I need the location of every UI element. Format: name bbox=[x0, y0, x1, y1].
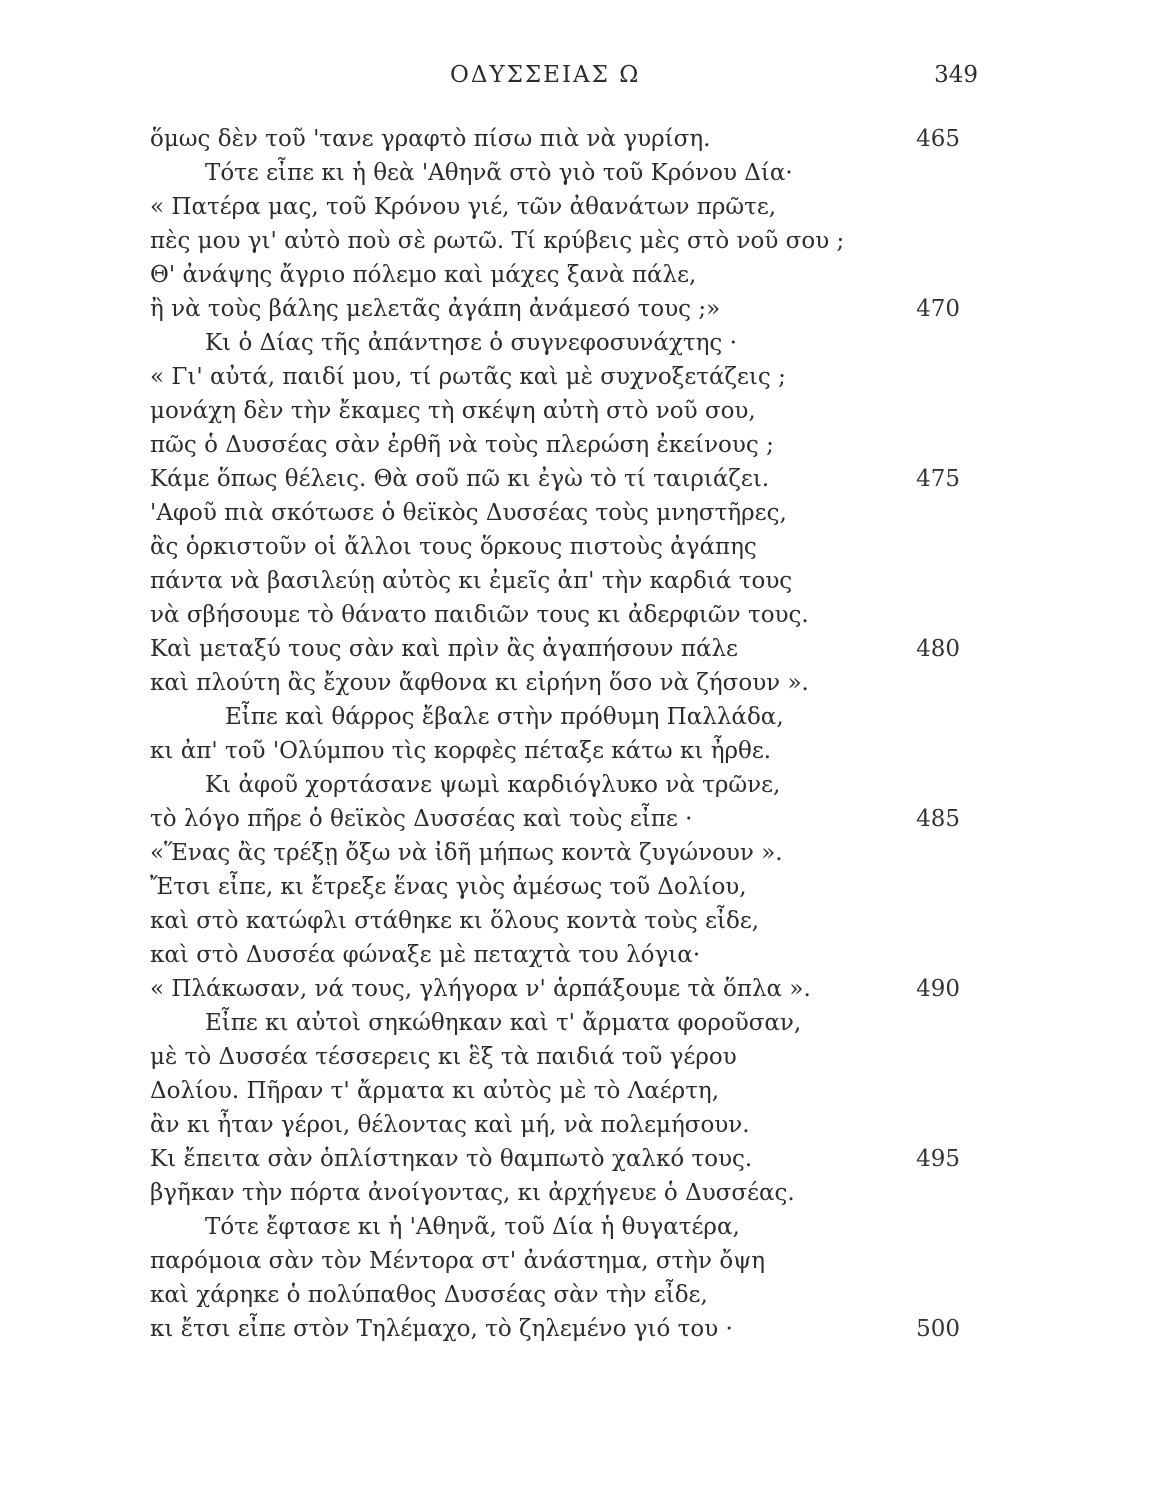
verse-text: Δολίου. Πῆραν τ' ἄρματα κι αὐτὸς μὲ τὸ Λαέρτη, bbox=[150, 1078, 720, 1104]
line-number: 475 bbox=[916, 466, 960, 492]
verse-line bbox=[150, 802, 960, 836]
verse-line bbox=[150, 870, 960, 904]
verse-text: πὲς μου γι' αὐτὸ ποὺ σὲ ρωτῶ. Τί κρύβεις μὲς στὸ νοῦ σου ; bbox=[150, 228, 845, 254]
verse-text: ἂν κι ἦταν γέροι, θέλοντας καὶ μή, νὰ πολεμήσουν. bbox=[150, 1112, 750, 1138]
verse-line bbox=[150, 224, 960, 258]
verse-line bbox=[150, 326, 960, 360]
verse-text: κι ἔτσι εἶπε στὸν Τηλέμαχο, τὸ ζηλεμένο γιό του · bbox=[150, 1316, 733, 1342]
verse-text: «Ἕνας ἂς τρέξῃ ὄξω νὰ ἰδῆ μήπως κοντὰ ζυγώνουν ». bbox=[150, 840, 783, 866]
verse-text: καὶ χάρηκε ὁ πολύπαθος Δυσσέας σὰν τὴν εἶδε, bbox=[150, 1282, 708, 1308]
verse-line bbox=[150, 666, 960, 700]
verse-text: πῶς ὁ Δυσσέας σὰν ἐρθῆ νὰ τοὺς πλερώση ἐκείνους ; bbox=[150, 432, 774, 458]
line-number: 495 bbox=[916, 1146, 960, 1172]
verse-text: 'Αφοῦ πιὰ σκότωσε ὁ θεϊκὸς Δυσσέας τοὺς μνηστῆρες, bbox=[150, 500, 787, 526]
verse-text: « Πατέρα μας, τοῦ Κρόνου γιέ, τῶν ἀθανάτων πρῶτε, bbox=[150, 194, 777, 220]
verse-line bbox=[150, 938, 960, 972]
verse-line bbox=[150, 258, 960, 292]
verse-line bbox=[150, 1040, 960, 1074]
verse-text: βγῆκαν τὴν πόρτα ἀνοίγοντας, κι ἀρχήγευε ὁ Δυσσέας. bbox=[150, 1180, 795, 1206]
verse-text: Θ' ἀνάψης ἄγριο πόλεμο καὶ μάχες ξανὰ πάλε, bbox=[150, 262, 697, 288]
verse-block bbox=[150, 122, 960, 1346]
verse-line bbox=[150, 156, 960, 190]
verse-line bbox=[150, 122, 960, 156]
verse-line bbox=[150, 564, 960, 598]
verse-text: καὶ στὸ Δυσσέα φώναξε μὲ πεταχτὰ του λόγια· bbox=[150, 942, 701, 968]
line-number: 465 bbox=[916, 126, 960, 152]
verse-line bbox=[150, 462, 960, 496]
verse-line bbox=[150, 768, 960, 802]
verse-text: Κάμε ὅπως θέλεις. Θὰ σοῦ πῶ κι ἐγὼ τὸ τί ταιριάζει. bbox=[150, 466, 770, 492]
line-number: 470 bbox=[916, 296, 960, 322]
verse-text: « Γι' αὐτά, παιδί μου, τί ρωτᾶς καὶ μὲ συχνοξετάζεις ; bbox=[150, 364, 786, 390]
verse-line bbox=[150, 428, 960, 462]
verse-text: Κι ὁ Δίας τῆς ἀπάντησε ὁ συγνεφοσυνάχτης · bbox=[205, 330, 737, 356]
verse-text: Κι ἔπειτα σὰν ὁπλίστηκαν τὸ θαμπωτὸ χαλκό τους. bbox=[150, 1146, 753, 1172]
verse-line bbox=[150, 394, 960, 428]
verse-line bbox=[150, 1074, 960, 1108]
line-number: 480 bbox=[916, 636, 960, 662]
verse-text: κι ἀπ' τοῦ 'Ολύμπου τὶς κορφὲς πέταξε κάτω κι ἦρθε. bbox=[150, 738, 772, 764]
verse-line bbox=[150, 1278, 960, 1312]
page-number: 349 bbox=[934, 62, 978, 88]
verse-line bbox=[150, 734, 960, 768]
verse-line bbox=[150, 190, 960, 224]
verse-text: Ἔτσι εἶπε, κι ἔτρεξε ἕνας γιὸς ἀμέσως τοῦ Δολίου, bbox=[150, 874, 747, 900]
verse-text: πάντα νὰ βασιλεύῃ αὐτὸς κι ἐμεῖς ἀπ' τὴν καρδιά τους bbox=[150, 568, 793, 594]
verse-line bbox=[150, 1006, 960, 1040]
verse-text: « Πλάκωσαν, νά τους, γλήγορα ν' ἁρπάξουμε τὰ ὅπλα ». bbox=[150, 976, 811, 1002]
verse-text: Εἶπε κι αὐτοὶ σηκώθηκαν καὶ τ' ἄρματα φοροῦσαν, bbox=[205, 1010, 802, 1036]
verse-line bbox=[150, 292, 960, 326]
running-title: ΟΔΥΣΣΕΙΑΣ Ω bbox=[450, 62, 641, 88]
verse-text: νὰ σβήσουμε τὸ θάνατο παιδιῶν τους κι ἀδερφιῶν τους. bbox=[150, 602, 809, 628]
verse-line bbox=[150, 360, 960, 394]
verse-line bbox=[150, 972, 960, 1006]
verse-text: Εἶπε καὶ θάρρος ἔβαλε στὴν πρόθυμη Παλλάδα, bbox=[225, 704, 784, 730]
verse-text: μὲ τὸ Δυσσέα τέσσερεις κι ἓξ τὰ παιδιά τοῦ γέρου bbox=[150, 1044, 737, 1070]
verse-line bbox=[150, 530, 960, 564]
verse-text: Τότε εἶπε κι ἡ θεὰ 'Αθηνᾶ στὸ γιὸ τοῦ Κρόνου Δία· bbox=[205, 160, 793, 186]
page-header bbox=[0, 62, 1159, 92]
verse-text: Καὶ μεταξύ τους σὰν καὶ πρὶν ἂς ἀγαπήσουν πάλε bbox=[150, 636, 738, 662]
verse-text: καὶ πλούτη ἂς ἔχουν ἄφθονα κι εἰρήνη ὅσο νὰ ζήσουν ». bbox=[150, 670, 809, 696]
verse-text: καὶ στὸ κατώφλι στάθηκε κι ὅλους κοντὰ τοὺς εἶδε, bbox=[150, 908, 760, 934]
verse-line bbox=[150, 836, 960, 870]
verse-line bbox=[150, 1108, 960, 1142]
verse-line bbox=[150, 1244, 960, 1278]
verse-line bbox=[150, 1312, 960, 1346]
verse-text: Κι ἀφοῦ χορτάσανε ψωμὶ καρδιόγλυκο νὰ τρῶνε, bbox=[205, 772, 781, 798]
verse-line bbox=[150, 1210, 960, 1244]
verse-text: Τότε ἔφτασε κι ἡ 'Αθηνᾶ, τοῦ Δία ἡ θυγατέρα, bbox=[205, 1214, 740, 1240]
line-number: 500 bbox=[916, 1316, 960, 1342]
line-number: 490 bbox=[916, 976, 960, 1002]
verse-text: τὸ λόγο πῆρε ὁ θεϊκὸς Δυσσέας καὶ τοὺς εἶπε · bbox=[150, 806, 693, 832]
verse-text: παρόμοια σὰν τὸν Μέντορα στ' ἀνάστημα, στὴν ὄψη bbox=[150, 1248, 766, 1274]
verse-line bbox=[150, 598, 960, 632]
verse-text: ἂς ὁρκιστοῦν οἱ ἄλλοι τους ὅρκους πιστοὺς ἀγάπης bbox=[150, 534, 757, 560]
verse-line bbox=[150, 632, 960, 666]
verse-text: ὅμως δὲν τοῦ 'τανε γραφτὸ πίσω πιὰ νὰ γυρίση. bbox=[150, 126, 711, 152]
verse-line bbox=[150, 1142, 960, 1176]
verse-line bbox=[150, 1176, 960, 1210]
line-number: 485 bbox=[916, 806, 960, 832]
verse-line bbox=[150, 496, 960, 530]
verse-line bbox=[150, 700, 960, 734]
verse-text: μονάχη δὲν τὴν ἔκαμες τὴ σκέψη αὐτὴ στὸ νοῦ σου, bbox=[150, 398, 756, 424]
verse-text: ἢ νὰ τοὺς βάλης μελετᾶς ἀγάπη ἀνάμεσό τους ;» bbox=[150, 296, 721, 322]
verse-line bbox=[150, 904, 960, 938]
